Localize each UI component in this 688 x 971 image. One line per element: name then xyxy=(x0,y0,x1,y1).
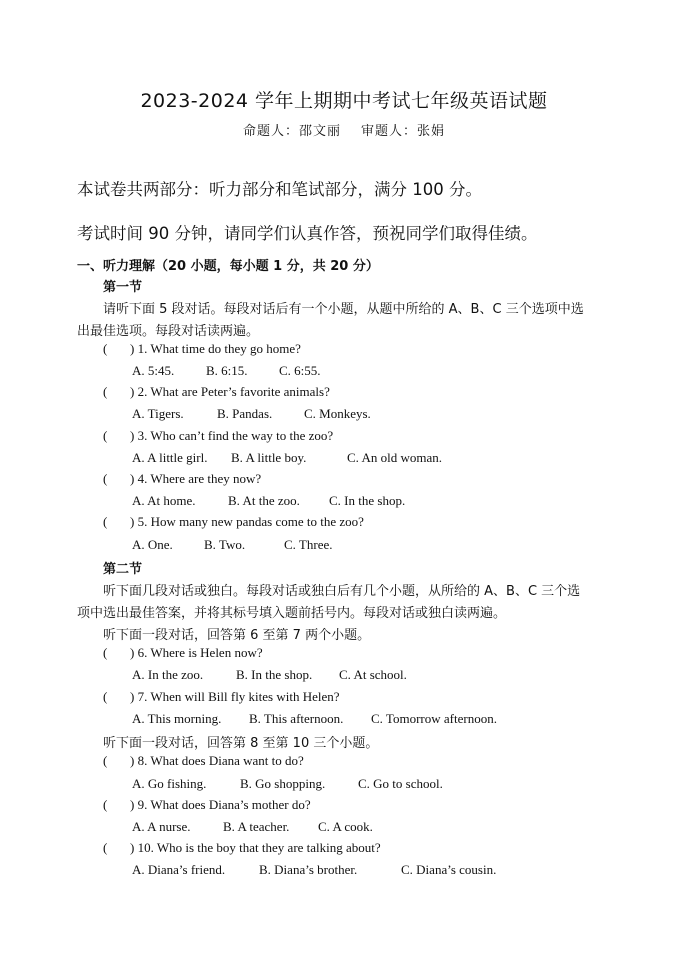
answer-paren[interactable]: ( xyxy=(103,689,108,704)
option-c: C. A cook. xyxy=(318,819,373,834)
option-c: C. Go to school. xyxy=(358,776,443,791)
option-b: B. A little boy. xyxy=(231,450,307,465)
question-text: ) 2. What are Peter’s favorite animals? xyxy=(130,384,330,399)
answer-paren[interactable]: ( xyxy=(103,341,108,356)
section2-instruction: 听下面几段对话或独白。每段对话或独白后有几个小题，从所给的 A、B、C 三个选 xyxy=(103,584,581,599)
section1-instruction: 请听下面 5 段对话。每段对话后有一个小题，从题中所给的 A、B、C 三个选项中选 xyxy=(103,302,584,317)
option-b: B. 6:15. xyxy=(206,363,248,378)
question-text: ) 10. Who is the boy that they are talking about? xyxy=(130,840,381,855)
option-b: B. At the zoo. xyxy=(228,493,300,508)
option-a: A. A nurse. xyxy=(132,819,191,834)
group-instruction-6-7: 听下面一段对话，回答第 6 至第 7 两个小题。 xyxy=(103,628,371,643)
answer-paren[interactable]: ( xyxy=(103,384,108,399)
question-text: ) 6. Where is Helen now? xyxy=(130,645,263,660)
option-a: A. A little girl. xyxy=(132,450,208,465)
option-a: A. This morning. xyxy=(132,711,222,726)
option-c: C. Three. xyxy=(284,537,333,552)
option-a: A. One. xyxy=(132,537,173,552)
option-a: A. At home. xyxy=(132,493,196,508)
author-line xyxy=(0,120,688,139)
part1-heading: 一、听力理解（20 小题，每小题 1 分，共 20 分） xyxy=(77,259,379,274)
page-title: 2023-2024 学年上期期中考试七年级英语试题 xyxy=(140,90,548,112)
answer-paren[interactable]: ( xyxy=(103,514,108,529)
answer-paren[interactable]: ( xyxy=(103,840,108,855)
group-instruction-8-10: 听下面一段对话，回答第 8 至第 10 三个小题。 xyxy=(103,736,379,751)
option-b: B. This afternoon. xyxy=(249,711,344,726)
option-a: A. Go fishing. xyxy=(132,776,207,791)
option-c: C. In the shop. xyxy=(329,493,406,508)
answer-paren[interactable]: ( xyxy=(103,471,108,486)
question-text: ) 8. What does Diana want to do? xyxy=(130,753,304,768)
option-c: C. An old woman. xyxy=(347,450,442,465)
intro-line-1: 本试卷共两部分：听力部分和笔试部分，满分 100 分。 xyxy=(77,180,482,199)
question-text: ) 1. What time do they go home? xyxy=(130,341,301,356)
option-b: B. Go shopping. xyxy=(240,776,326,791)
answer-paren[interactable]: ( xyxy=(103,797,108,812)
question-text: ) 5. How many new pandas come to the zoo? xyxy=(130,514,364,529)
option-b: B. Diana’s brother. xyxy=(259,862,358,877)
option-c: C. Diana’s cousin. xyxy=(401,862,497,877)
section2-instruction-cont: 项中选出最佳答案，并将其标号填入题前括号内。每段对话或独白读两遍。 xyxy=(77,606,507,621)
section1-instruction-cont: 出最佳选项。每段对话读两遍。 xyxy=(77,324,260,339)
option-c: C. Tomorrow afternoon. xyxy=(371,711,497,726)
setter-name: 命题人：邵文丽 xyxy=(242,124,341,139)
question-text: ) 9. What does Diana’s mother do? xyxy=(130,797,311,812)
option-b: B. Two. xyxy=(204,537,246,552)
option-b: B. In the shop. xyxy=(236,667,313,682)
question-text: ) 7. When will Bill fly kites with Helen? xyxy=(130,689,340,704)
option-a: A. Tigers. xyxy=(132,406,184,421)
option-a: A. In the zoo. xyxy=(132,667,204,682)
question-text: ) 4. Where are they now? xyxy=(130,471,262,486)
option-c: C. Monkeys. xyxy=(304,406,371,421)
option-b: B. Pandas. xyxy=(217,406,273,421)
answer-paren[interactable]: ( xyxy=(103,753,108,768)
question-text: ) 3. Who can’t find the way to the zoo? xyxy=(130,428,334,443)
option-c: C. At school. xyxy=(339,667,407,682)
option-b: B. A teacher. xyxy=(223,819,290,834)
reviewer-name: 审题人：张娟 xyxy=(361,124,446,139)
answer-paren[interactable]: ( xyxy=(103,428,108,443)
section2-label: 第二节 xyxy=(103,562,143,577)
section1-label: 第一节 xyxy=(103,280,143,295)
option-a: A. Diana’s friend. xyxy=(132,862,226,877)
option-a: A. 5:45. xyxy=(132,363,175,378)
option-c: C. 6:55. xyxy=(279,363,321,378)
intro-line-2: 考试时间 90 分钟，请同学们认真作答，预祝同学们取得佳绩。 xyxy=(77,224,538,243)
answer-paren[interactable]: ( xyxy=(103,645,108,660)
